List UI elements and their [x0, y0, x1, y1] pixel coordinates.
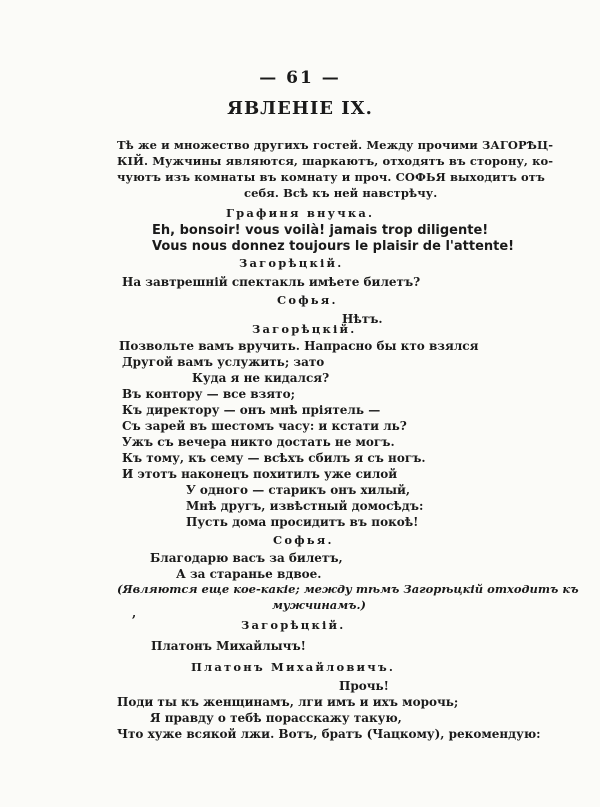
verse-line: Vous nous donnez toujours le plaisir de l'attente! [152, 239, 515, 254]
print-mark: , [132, 606, 137, 620]
verse-line: Съ зарей въ шестомъ часу: и кстати ль? [122, 419, 407, 433]
speaker-name: Загорѣцкій. [252, 322, 357, 336]
verse-line: На завтрешній спектакль имѣете билетъ? [122, 275, 421, 289]
speaker-name: Софья. [273, 533, 334, 547]
speaker-name: Загорѣцкій. [241, 618, 346, 632]
verse-line: Прочь! [339, 679, 389, 693]
verse-line: Другой вамъ услужить; зато [122, 355, 325, 369]
verse-line: Eh, bonsoir! vous voilà! jamais trop diligente! [152, 223, 489, 238]
verse-line: Благодарю васъ за билетъ, [150, 551, 343, 565]
verse-line: Позвольте вамъ вручить. Напрасно бы кто взялся [119, 339, 479, 353]
speaker-name: Платонъ Михайловичъ. [191, 660, 396, 674]
verse-line: Я правду о тебѣ порасскажу такую, [150, 711, 402, 725]
speaker-name: Загорѣцкій. [239, 256, 344, 270]
verse-line: Къ тому, къ сему — всѣхъ сбилъ я съ ногъ. [122, 451, 426, 465]
verse-line: У одного — старикъ онъ хилый, [186, 483, 411, 497]
verse-line: Мнѣ другъ, извѣстный домосѣдъ: [186, 499, 424, 513]
verse-line: Въ контору — все взято; [122, 387, 296, 401]
stage-direction-line: мужчинамъ.) [272, 598, 366, 612]
verse-line: Нѣтъ. [342, 312, 383, 326]
speaker-name: Софья. [277, 293, 338, 307]
scene-heading: ЯВЛЕНІЕ IX. [227, 98, 373, 119]
verse-line: Поди ты къ женщинамъ, лги имъ и ихъ морочь; [117, 695, 459, 709]
verse-line: А за старанье вдвое. [176, 567, 322, 581]
stage-direction-line: чуютъ изъ комнаты въ комнату и проч. СОФЬЯ выходитъ отъ [117, 170, 545, 184]
verse-line: Платонъ Михайлычъ! [151, 639, 306, 653]
page-number: — 61 — [259, 68, 341, 88]
speaker-name: Графиня внучка. [226, 206, 375, 220]
verse-line: Къ директору — онъ мнѣ пріятель — [122, 403, 381, 417]
stage-direction-line: (Являются еще кое-какіе; между тѣмъ Загорѣцкій отходитъ къ [117, 582, 579, 596]
verse-line: Куда я не кидался? [192, 371, 330, 385]
verse-line: Что хуже всякой лжи. Вотъ, братъ (Чацкому), рекомендую: [117, 727, 541, 741]
verse-line: Ужъ съ вечера никто достать не могъ. [122, 435, 395, 449]
stage-direction-line: Тѣ же и множество другихъ гостей. Между прочими ЗАГОРѢЦ- [117, 138, 554, 152]
stage-direction-line: КІЙ. Мужчины являются, шаркаютъ, отходятъ въ сторону, ко- [117, 154, 554, 168]
stage-direction-line: себя. Всѣ къ ней навстрѣчу. [244, 186, 438, 200]
verse-line: Пусть дома просидитъ въ покоѣ! [186, 515, 419, 529]
verse-line: И этотъ наконецъ похитилъ уже силой [122, 467, 398, 481]
